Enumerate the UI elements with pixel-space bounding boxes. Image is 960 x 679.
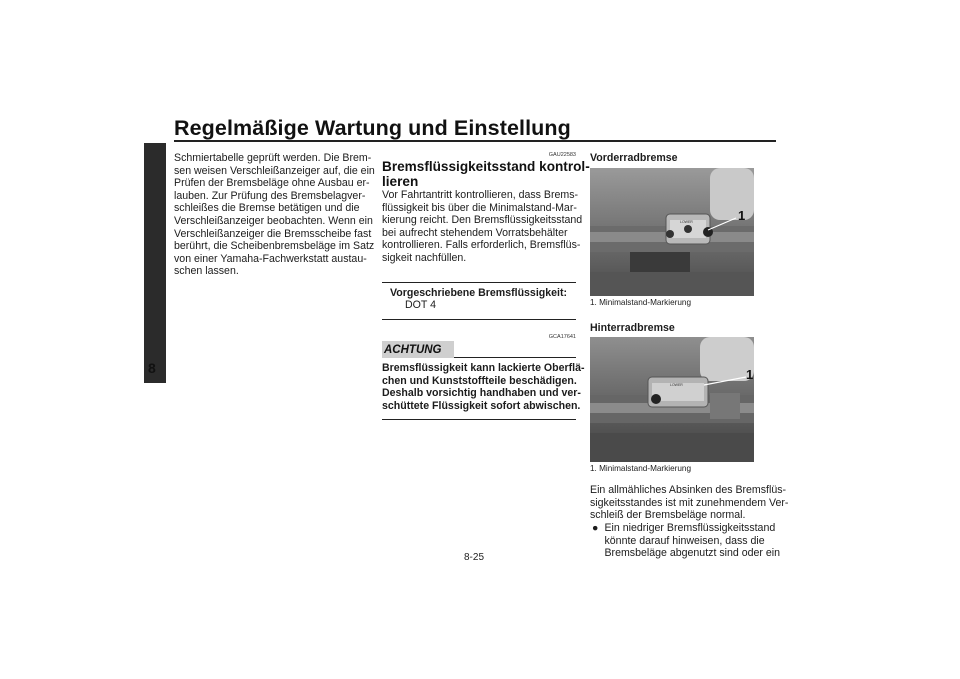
spec-value: DOT 4 xyxy=(405,299,437,312)
body-line: berührt, die Scheibenbremsbeläge im Satz xyxy=(174,240,375,253)
body-line: Ein allmähliches Absinken des Bremsflüs- xyxy=(590,484,787,497)
body-line: schen lassen. xyxy=(174,265,239,278)
body-line: schleiß der Bremsbeläge normal. xyxy=(590,509,746,522)
column-3-body xyxy=(590,484,789,522)
notice-line: Deshalb vorsichtig handhaben und ver- xyxy=(382,387,581,400)
notice-text xyxy=(382,362,585,412)
notice-code: GCA17641 xyxy=(548,333,576,340)
bullet-line: Ein niedriger Bremsflüssigkeitsstand xyxy=(604,521,776,534)
front-callout-number: 1 xyxy=(738,207,746,223)
front-reservoir-label: LOWER xyxy=(680,219,693,224)
body-line: lauben. Zur Prüfung des Bremsbelagver- xyxy=(174,189,366,202)
front-brake-caption: 1. Minimalstand-Markierung xyxy=(590,297,692,307)
bullet-line: könnte darauf hinweisen, dass die xyxy=(604,534,765,547)
title-rule xyxy=(174,140,776,142)
body-line: bei aufrecht stehendem Vorratsbehälter xyxy=(382,226,568,239)
front-brake-heading: Vorderradbremse xyxy=(590,152,678,164)
notice-header xyxy=(382,341,576,359)
rear-brake-caption: 1. Minimalstand-Markierung xyxy=(590,464,692,474)
body-line: schleißes die Bremse betätigen und die xyxy=(174,202,360,215)
spec-box xyxy=(382,282,576,320)
section-heading: Bremsflüssigkeitsstand kontrol- xyxy=(382,159,590,174)
section-heading: lieren xyxy=(382,174,419,189)
body-line: sigkeit nachfüllen. xyxy=(382,251,467,264)
column-2 xyxy=(382,152,590,420)
column-1 xyxy=(174,152,375,278)
body-line: flüssigkeit bis über die Minimalstand-Mar- xyxy=(382,201,577,214)
page-number: 8-25 xyxy=(464,552,485,563)
bullet-line: Bremsbeläge abgenutzt sind oder ein xyxy=(604,547,780,560)
section-code: GAU22583 xyxy=(548,152,576,158)
spec-label: Vorgeschriebene Bremsflüssigkeit: xyxy=(390,286,568,299)
column-3 xyxy=(590,152,789,560)
front-brake-reservoir-photo xyxy=(590,168,754,296)
body-line: Schmiertabelle geprüft werden. Die Brem- xyxy=(174,152,372,164)
body-line: Verschleißanzeiger beobachten. Wenn ein xyxy=(174,214,373,227)
body-line: Verschleißanzeiger die Bremsscheibe fast xyxy=(174,227,372,240)
rear-brake-reservoir-photo xyxy=(590,337,754,462)
chapter-number: 8 xyxy=(148,360,156,376)
notice-line: chen und Kunststoffteile beschädigen. xyxy=(382,374,577,387)
chapter-tab xyxy=(144,143,166,383)
bullet-text xyxy=(604,522,780,560)
notice-end-rule xyxy=(382,419,576,421)
body-line: von einer Yamaha-Fachwerkstatt austau- xyxy=(174,252,367,265)
body-line: sigkeitsstandes ist mit zunehmendem Ver- xyxy=(590,496,789,509)
body-line: kontrollieren. Falls erforderlich, Bremsflüs- xyxy=(382,239,581,252)
rear-reservoir-label: LOWER xyxy=(670,383,683,388)
body-line: kierung reicht. Den Bremsflüssigkeitsstand xyxy=(382,214,583,227)
rear-callout-number: 1 xyxy=(746,367,754,383)
notice-rule xyxy=(454,357,577,359)
page-title: Regelmäßige Wartung und Einstellung xyxy=(174,116,571,140)
bullet-icon: ● xyxy=(592,521,599,534)
notice-line: Bremsflüssigkeit kann lackierte Oberflä- xyxy=(382,362,585,375)
bullet-item xyxy=(590,522,780,560)
body-line: Prüfen der Bremsbeläge ohne Ausbau er- xyxy=(174,177,370,190)
notice-line: schüttete Flüssigkeit sofort abwischen. xyxy=(382,399,581,412)
notice-label: ACHTUNG xyxy=(382,341,454,359)
rear-brake-heading: Hinterradbremse xyxy=(590,321,675,334)
body-line: sen weisen Verschleißanzeiger auf, die ein xyxy=(174,164,375,177)
body-line: Vor Fahrtantritt kontrollieren, dass Brems- xyxy=(382,189,579,201)
